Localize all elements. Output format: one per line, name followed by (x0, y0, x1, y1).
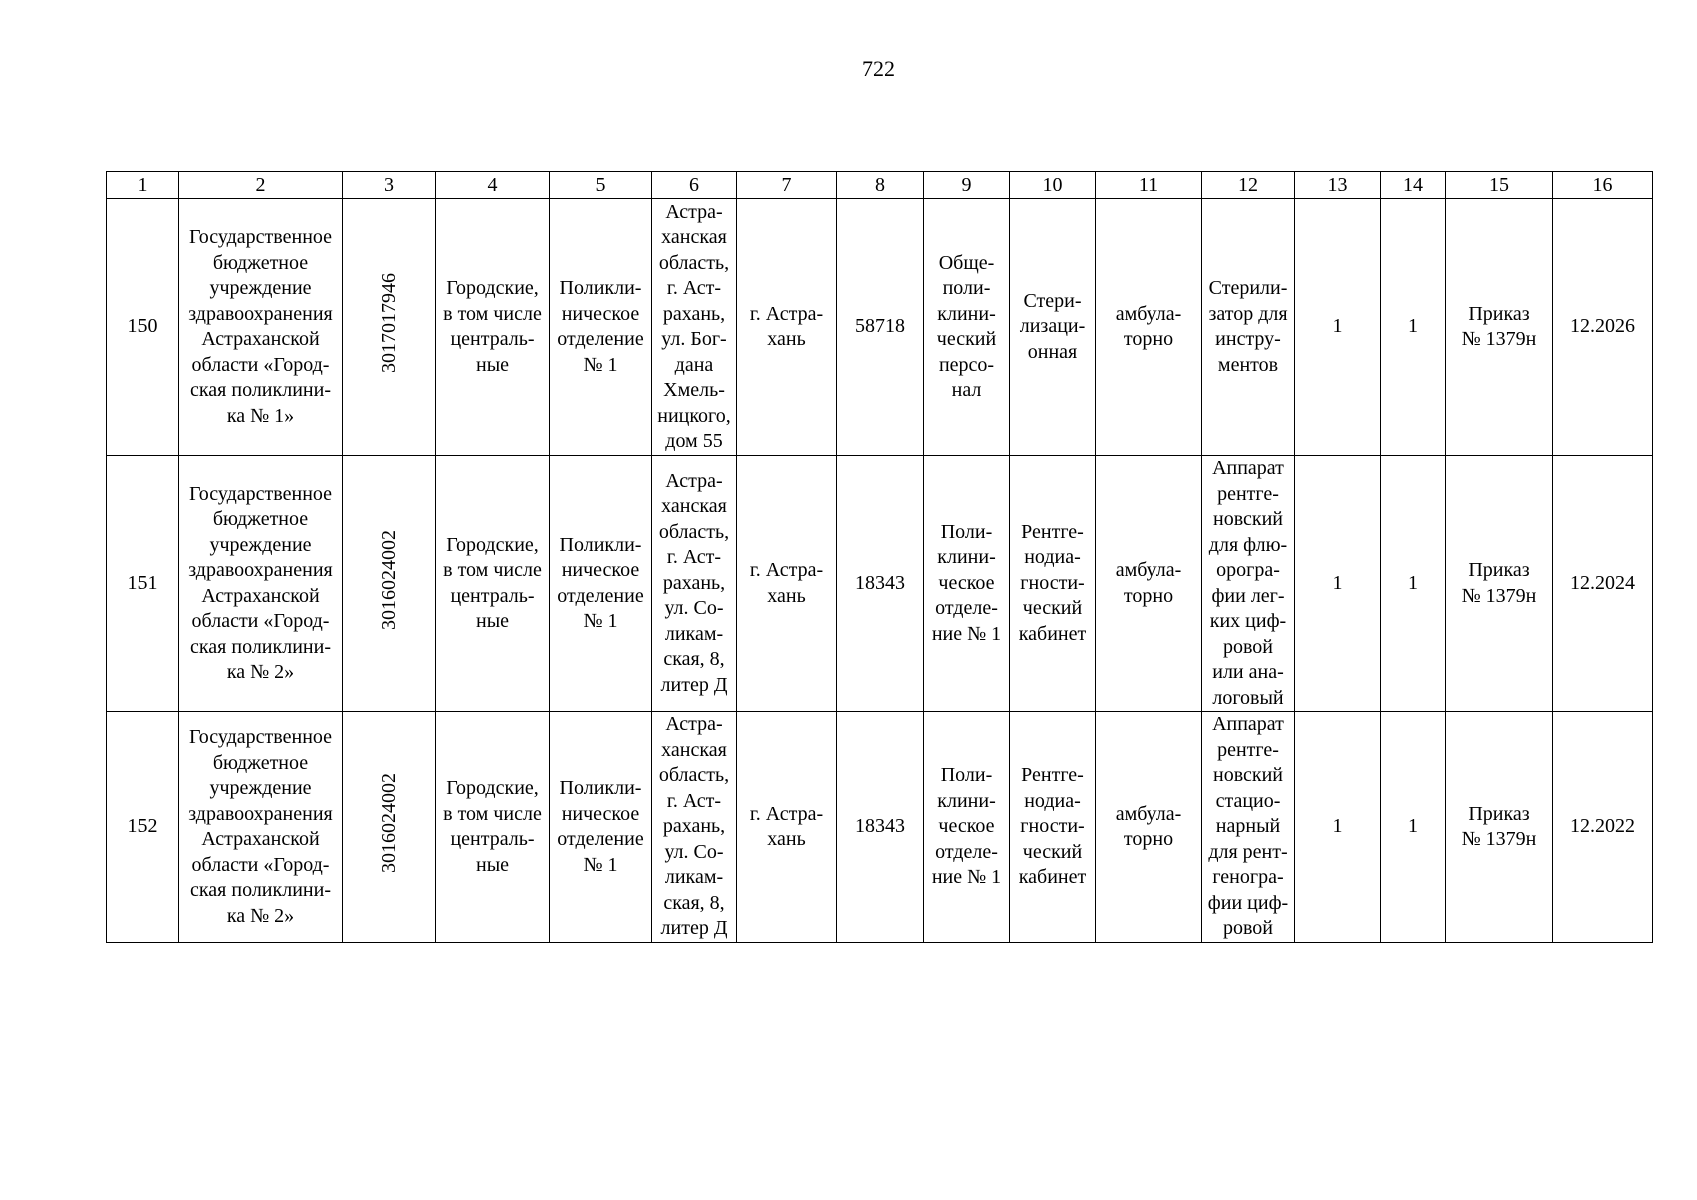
row-number-cell: 152 (107, 712, 179, 943)
code-cell: 58718 (837, 199, 924, 456)
date-cell: 12.2022 (1553, 712, 1653, 943)
table-row (107, 456, 1653, 712)
organization-cell: Государственное бюджетное учреждение здравоохранения Астраханской области «Город- ская поликлини- ка № 2» (179, 712, 343, 943)
organization-cell: Государственное бюджетное учреждение здравоохранения Астраханской области «Город- ская поликлини- ка № 1» (179, 199, 343, 456)
column-header: 16 (1553, 172, 1653, 199)
equipment-cell: Аппарат рентге- новский стацио- нарный для рент- геногра- фии циф- ровой (1202, 712, 1295, 943)
unit-cell: Обще- поли- клини- ческий персо- нал (924, 199, 1010, 456)
quantity-cell: 1 (1295, 199, 1381, 456)
row-number-cell: 150 (107, 199, 179, 456)
room-cell: Стери- лизаци- онная (1010, 199, 1096, 456)
address-cell: Астра- ханская область, г. Аст- рахань, ул. Со- ликам- ская, 8, литер Д (652, 712, 737, 943)
page-number: 722 (862, 56, 895, 81)
code-cell: 18343 (837, 712, 924, 943)
date-cell: 12.2026 (1553, 199, 1653, 456)
row-number-cell: 151 (107, 456, 179, 712)
department-cell: Поликли- ническое отделение № 1 (550, 712, 652, 943)
settlement-type-cell: Городские, в том числе централь- ные (436, 199, 550, 456)
order-cell: Приказ № 1379н (1446, 712, 1553, 943)
inn-cell (343, 456, 436, 712)
column-header: 12 (1202, 172, 1295, 199)
inn-cell (343, 199, 436, 456)
date-cell: 12.2024 (1553, 456, 1653, 712)
column-header: 10 (1010, 172, 1096, 199)
table-header-row (107, 172, 1653, 199)
city-cell: г. Астра- хань (737, 712, 837, 943)
care-mode-cell: амбула- торно (1096, 199, 1202, 456)
column-header: 8 (837, 172, 924, 199)
column-header: 1 (107, 172, 179, 199)
quantity-cell: 1 (1295, 712, 1381, 943)
quantity-cell: 1 (1381, 199, 1446, 456)
column-header: 7 (737, 172, 837, 199)
column-header: 9 (924, 172, 1010, 199)
city-cell: г. Астра- хань (737, 199, 837, 456)
room-cell: Рентге- нодиа- гности- ческий кабинет (1010, 456, 1096, 712)
inn-value: 3016024002 (378, 773, 400, 874)
column-header: 4 (436, 172, 550, 199)
order-cell: Приказ № 1379н (1446, 456, 1553, 712)
equipment-cell: Стерили- затор для инстру- ментов (1202, 199, 1295, 456)
equipment-cell: Аппарат рентге- новский для флю- орогра- фии лег- ких циф- ровой или ана- логовый (1202, 456, 1295, 712)
column-header: 14 (1381, 172, 1446, 199)
quantity-cell: 1 (1381, 712, 1446, 943)
department-cell: Поликли- ническое отделение № 1 (550, 456, 652, 712)
city-cell: г. Астра- хань (737, 456, 837, 712)
column-header: 5 (550, 172, 652, 199)
unit-cell: Поли- клини- ческое отделе- ние № 1 (924, 712, 1010, 943)
column-header: 6 (652, 172, 737, 199)
column-header: 15 (1446, 172, 1553, 199)
organization-cell: Государственное бюджетное учреждение здравоохранения Астраханской области «Город- ская поликлини- ка № 2» (179, 456, 343, 712)
quantity-cell: 1 (1295, 456, 1381, 712)
quantity-cell: 1 (1381, 456, 1446, 712)
code-cell: 18343 (837, 456, 924, 712)
settlement-type-cell: Городские, в том числе централь- ные (436, 456, 550, 712)
inn-value: 3016024002 (378, 529, 400, 630)
settlement-type-cell: Городские, в том числе централь- ные (436, 712, 550, 943)
registry-table (106, 171, 1653, 943)
order-cell: Приказ № 1379н (1446, 199, 1553, 456)
table-row (107, 712, 1653, 943)
department-cell: Поликли- ническое отделение № 1 (550, 199, 652, 456)
address-cell: Астра- ханская область, г. Аст- рахань, ул. Со- ликам- ская, 8, литер Д (652, 456, 737, 712)
column-header: 11 (1096, 172, 1202, 199)
inn-value: 3017017946 (378, 273, 400, 374)
unit-cell: Поли- клини- ческое отделе- ние № 1 (924, 456, 1010, 712)
room-cell: Рентге- нодиа- гности- ческий кабинет (1010, 712, 1096, 943)
column-header: 3 (343, 172, 436, 199)
care-mode-cell: амбула- торно (1096, 712, 1202, 943)
column-header: 13 (1295, 172, 1381, 199)
address-cell: Астра- ханская область, г. Аст- рахань, ул. Бог- дана Хмель- ницкого, дом 55 (652, 199, 737, 456)
inn-cell (343, 712, 436, 943)
column-header: 2 (179, 172, 343, 199)
care-mode-cell: амбула- торно (1096, 456, 1202, 712)
table-row (107, 199, 1653, 456)
